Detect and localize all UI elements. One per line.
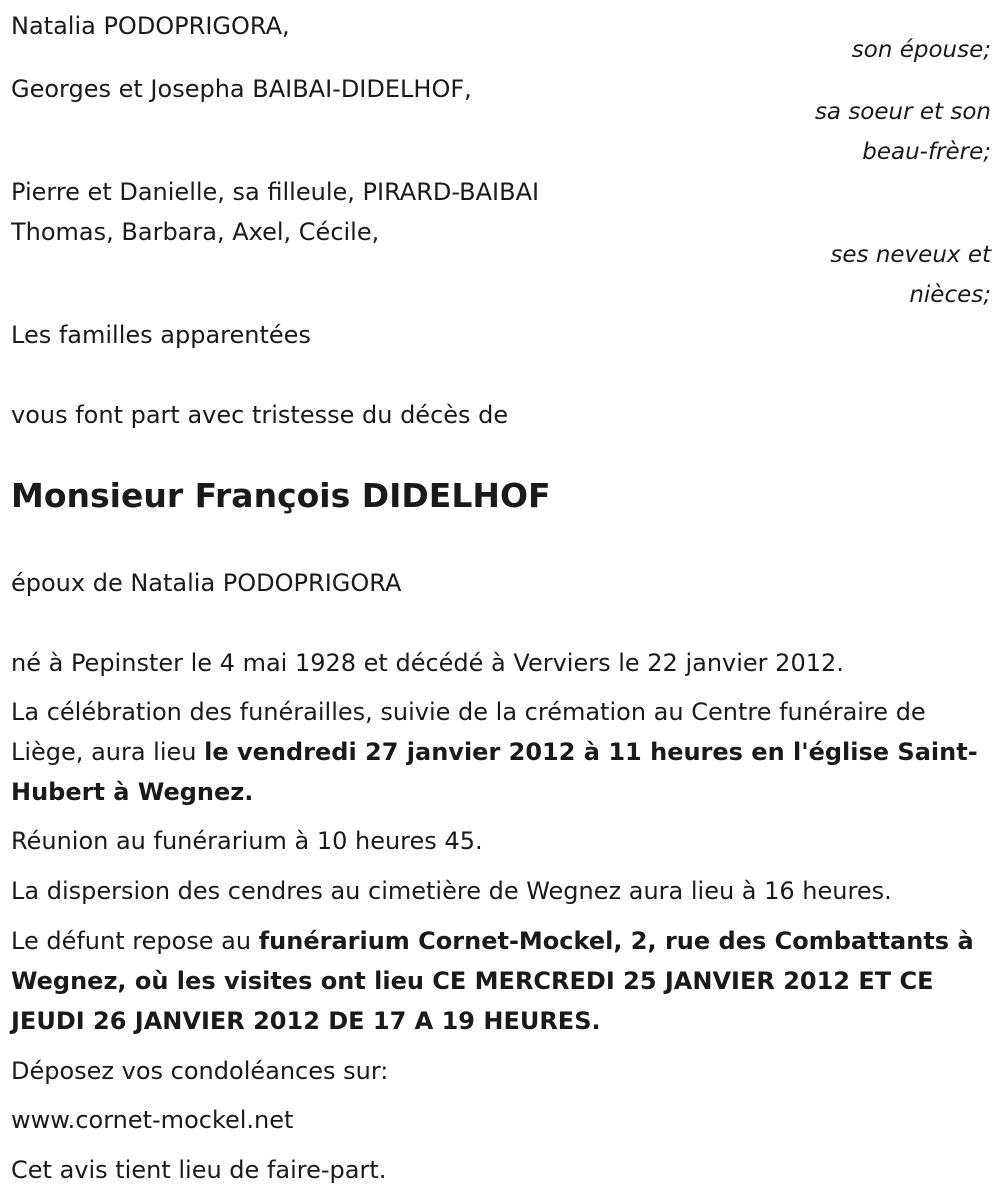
ashes-info: La dispersion des cendres au cimetière de Wegnez aura lieu à 16 heures. (11, 877, 892, 905)
deceased-name: Monsieur François DIDELHOF (11, 476, 551, 515)
nephews-line: Thomas, Barbara, Axel, Cécile, (11, 218, 380, 246)
niece-line: Pierre et Danielle, sa filleule, PIRARD-BAIBAI (11, 178, 540, 206)
ceremony-paragraph (11, 692, 993, 812)
sibling-relation-line-2: beau-frère; (862, 139, 991, 165)
birth-death: né à Pepinster le 4 mai 1928 et décédé à Verviers le 22 janvier 2012. (11, 649, 844, 677)
spouse-name: Natalia PODOPRIGORA, (11, 12, 290, 40)
spouse-relation: son épouse; (851, 37, 991, 63)
condolences-website[interactable]: www.cornet-mockel.net (11, 1106, 294, 1134)
meeting-info: Réunion au funérarium à 10 heures 45. (11, 827, 483, 855)
repose-text: Le défunt repose au (11, 927, 259, 955)
repose-details: funérarium Cornet-Mockel, 2, rue des Combattants à Wegnez, où les visites ont lieu CE MERCREDI 25 JANVIER 2012 ET CE JEUDI 26 JANVIER 2012 DE 17 A 19 HEURES. (11, 927, 974, 1035)
spouse-of: époux de Natalia PODOPRIGORA (11, 569, 402, 597)
condolences-label: Déposez vos condoléances sur: (11, 1057, 389, 1085)
related-families: Les familles apparentées (11, 321, 311, 349)
nephew-relation-line-2: nièces; (909, 282, 991, 308)
nephew-relation-line-1: ses neveux et (830, 242, 991, 268)
notice-footer: Cet avis tient lieu de faire-part. (11, 1156, 387, 1184)
repose-paragraph (11, 921, 993, 1041)
ceremony-text: La célébration des funérailles, suivie de la crémation au Centre funéraire de Liège, aura lieu (11, 698, 926, 766)
ceremony-date-place: le vendredi 27 janvier 2012 à 11 heures en l'église Saint-Hubert à Wegnez. (11, 738, 978, 806)
sibling-relation-line-1: sa soeur et son (814, 99, 991, 125)
announcement-intro: vous font part avec tristesse du décès de (11, 401, 509, 429)
sibling-name: Georges et Josepha BAIBAI-DIDELHOF, (11, 75, 472, 103)
